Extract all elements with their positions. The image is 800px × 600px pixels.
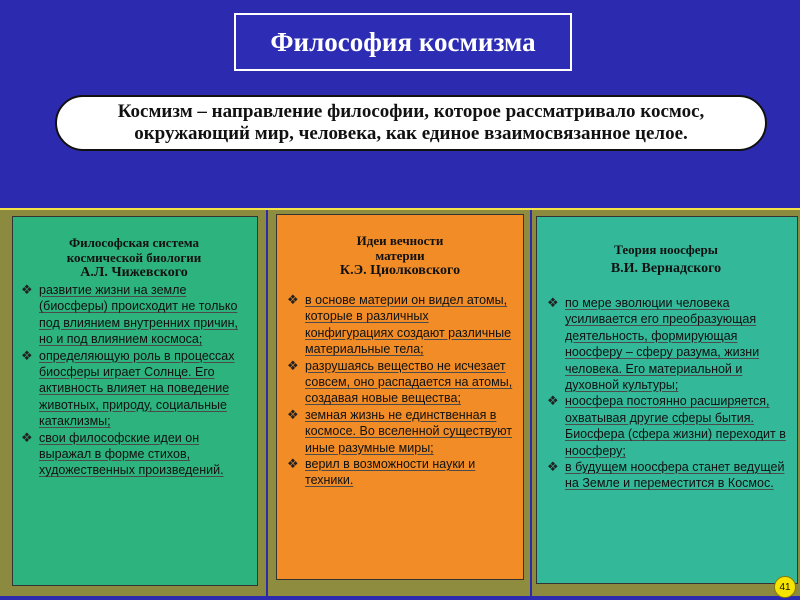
heading-line: А.Л. Чижевского — [80, 265, 188, 280]
diamond-bullet-icon: ❖ — [287, 406, 299, 422]
list-item — [285, 358, 515, 407]
list-item — [19, 348, 249, 430]
diamond-bullet-icon: ❖ — [287, 456, 299, 472]
item-text: в будущем ноосфера станет ведущей на Земле и переместится в Космос. — [565, 460, 785, 491]
chizhevsky-card — [12, 216, 258, 586]
middle-panel — [268, 210, 530, 596]
slide-title: Философия космизма — [270, 26, 536, 57]
heading-line: Теория ноосферы — [614, 242, 718, 257]
diamond-bullet-icon: ❖ — [287, 292, 299, 307]
page-number-badge — [774, 576, 796, 598]
list-item — [19, 430, 249, 479]
tsiolkovsky-card — [276, 214, 524, 580]
item-text: в основе материи он видел атомы, которые в различных конфигурациях создают различные материальные тела; — [305, 293, 512, 357]
right-panel — [532, 210, 800, 596]
list-item — [545, 393, 787, 459]
heading-line: космической биологии — [66, 250, 202, 265]
heading-line: К.Э. Циолковского — [339, 263, 461, 278]
chizhevsky-heading — [19, 235, 249, 280]
heading-line: В.И. Вернадского — [610, 261, 722, 276]
item-text: ноосфера постоянно расширяется, охватывая другие сферы бытия. Биосфера (сфера жизни) переходит в ноосферу; — [565, 394, 786, 458]
diamond-bullet-icon: ❖ — [547, 459, 559, 475]
tsiolkovsky-heading — [285, 233, 515, 278]
heading-line: Философская система — [68, 235, 199, 250]
diamond-bullet-icon: ❖ — [287, 357, 299, 373]
list-item — [545, 459, 787, 492]
left-panel — [0, 210, 266, 596]
diamond-bullet-icon: ❖ — [547, 393, 559, 409]
vernadsky-heading — [545, 241, 787, 279]
heading-line: Идеи вечности — [356, 233, 444, 248]
diamond-bullet-icon: ❖ — [21, 429, 33, 445]
item-text: разрушаясь вещество не исчезает совсем, оно распадается на атомы, создавая новые вещества; — [305, 358, 513, 406]
title-box — [234, 13, 572, 71]
item-text: определяющую роль в процессах биосферы играет Солнце. Его активность влияет на поведение животных, природу, социальные катаклизмы; — [39, 348, 235, 429]
list-item — [285, 407, 515, 456]
diamond-bullet-icon: ❖ — [547, 295, 559, 310]
item-text: свои философские идеи он выражал в форме стихов, художественных произведений. — [39, 430, 224, 478]
vernadsky-card — [536, 216, 798, 584]
item-text: развитие жизни на земле (биосферы) происходит не только под влиянием внутренних причин, но и под влиянием космоса; — [39, 283, 239, 347]
page-number: 41 — [779, 581, 791, 593]
list-item — [285, 456, 515, 489]
item-text: верил в возможности науки и техники. — [305, 457, 476, 488]
definition-text: Космизм – направление философии, которое рассматривало космос, окружающий мир, человека, как единое взаимосвязанное целое. — [117, 101, 705, 144]
list-item — [545, 295, 787, 393]
item-text: земная жизнь не единственная в космосе. Во вселенной существуют иные разумные миры; — [305, 407, 513, 455]
heading-line: материи — [375, 248, 425, 263]
diamond-bullet-icon: ❖ — [21, 282, 33, 297]
diamond-bullet-icon: ❖ — [21, 347, 33, 363]
list-item — [19, 282, 249, 348]
item-text: по мере эволюции человека усиливается его преобразующая деятельность, формирующая ноосферу – сферу разума, жизни человека. Его материальной и духовной культуры; — [565, 296, 760, 393]
list-item — [285, 292, 515, 358]
definition-box — [55, 95, 767, 151]
